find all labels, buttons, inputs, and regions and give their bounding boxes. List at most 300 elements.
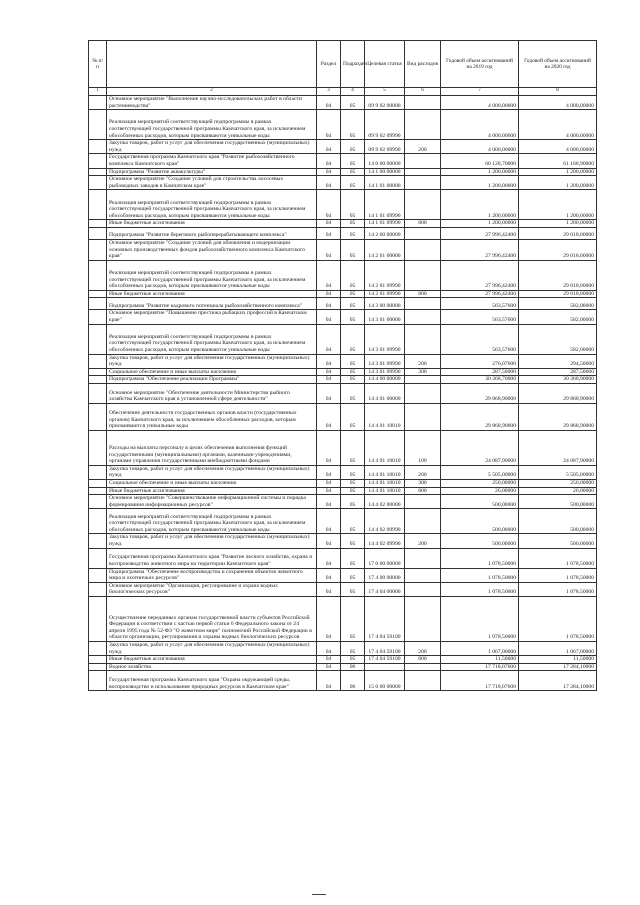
row-2019-cell: 1 078,50000	[441, 548, 519, 568]
table-row	[89, 671, 597, 691]
row-section-cell: 04	[317, 376, 341, 384]
row-name-cell: Основное мероприятие "Совершенствование информационной системы и порядка формирования информационных ресурсов"	[107, 495, 317, 509]
row-target-cell: 17 4 04 59100	[365, 656, 405, 664]
row-kind-cell: 800	[405, 487, 441, 495]
row-number-cell	[89, 239, 107, 260]
row-name-cell: Иные бюджетные ассигнования	[107, 656, 317, 664]
row-2019-cell: 500,00000	[441, 534, 519, 548]
row-2020-cell: 11,50000	[519, 656, 597, 664]
row-name-cell: Закупка товаров, работ и услуг для обеспечения государственных (муниципальных) нужд	[107, 354, 317, 368]
col-number: 3	[317, 88, 341, 96]
table-row	[89, 140, 597, 154]
row-name-cell: Основное мероприятие "Организация, регулирование и охрана водных биологических ресурсов"	[107, 582, 317, 596]
row-target-cell: 14 2 01 00000	[365, 239, 405, 260]
header-2019: Годовой объем ассигнований на 2019 год	[441, 41, 519, 88]
row-kind-cell	[405, 190, 441, 220]
row-section-cell: 04	[317, 239, 341, 260]
table-row	[89, 509, 597, 534]
row-subsection-cell: 05	[341, 403, 365, 430]
row-2020-cell: 1 200,00000	[519, 168, 597, 176]
row-kind-cell	[405, 324, 441, 354]
row-subsection-cell: 05	[341, 260, 365, 290]
header-subsection: Подраздел	[341, 41, 365, 88]
row-subsection-cell: 05	[341, 582, 365, 596]
row-subsection-cell: 05	[341, 568, 365, 582]
row-section-cell: 04	[317, 154, 341, 168]
header-name	[107, 41, 317, 88]
row-subsection-cell: 05	[341, 383, 365, 403]
row-2020-cell: 30 368,90000	[519, 376, 597, 384]
row-2019-cell: 60 128,70000	[441, 154, 519, 168]
row-subsection-cell: 05	[341, 368, 365, 376]
budget-table	[88, 40, 597, 691]
header-num: № п/п	[89, 41, 107, 88]
row-subsection-cell: 06	[341, 671, 365, 691]
row-2019-cell: 1 078,50000	[441, 597, 519, 642]
row-2019-cell: 27 996,42400	[441, 239, 519, 260]
row-2019-cell: 1 078,50000	[441, 568, 519, 582]
row-section-cell: 04	[317, 534, 341, 548]
row-number-cell	[89, 495, 107, 509]
row-number-cell	[89, 403, 107, 430]
row-subsection-cell: 05	[341, 310, 365, 324]
row-section-cell: 04	[317, 509, 341, 534]
col-number: 5	[365, 88, 405, 96]
row-2019-cell: 563,57600	[441, 310, 519, 324]
row-target-cell: 14 4 02 00000	[365, 495, 405, 509]
row-subsection-cell: 05	[341, 548, 365, 568]
row-number-cell	[89, 140, 107, 154]
row-name-cell: Иные бюджетные ассигнования	[107, 220, 317, 228]
table-row	[89, 190, 597, 220]
row-number-cell	[89, 110, 107, 140]
row-subsection-cell: 05	[341, 534, 365, 548]
row-number-cell	[89, 383, 107, 403]
row-name-cell: Реализация мероприятий соответствующей подпрограммы в рамках соответствующей государственной программы Камчатского края, за исключением обособленных расходов, которым присваиваются уникальные коды	[107, 324, 317, 354]
row-number-cell	[89, 597, 107, 642]
row-number-cell	[89, 227, 107, 239]
col-number: 2	[107, 88, 317, 96]
row-number-cell	[89, 642, 107, 656]
row-subsection-cell: 05	[341, 110, 365, 140]
row-number-cell	[89, 290, 107, 298]
row-number-cell	[89, 376, 107, 384]
row-target-cell: 09 9 02 00000	[365, 96, 405, 110]
row-target-cell: 14 4 02 09990	[365, 509, 405, 534]
row-section-cell: 04	[317, 383, 341, 403]
row-2020-cell: 29 018,00000	[519, 227, 597, 239]
table-row	[89, 383, 597, 403]
row-subsection-cell: 05	[341, 642, 365, 656]
row-name-cell: Реализация мероприятий соответствующей подпрограммы в рамках соответствующей государственной программы Камчатского края, за исключением обособленных расходов, которым присваиваются уникальные коды	[107, 509, 317, 534]
row-section-cell: 04	[317, 487, 341, 495]
col-number: 6	[405, 88, 441, 96]
row-target-cell: 14 4 01 10010	[365, 465, 405, 479]
row-kind-cell: 100	[405, 430, 441, 465]
row-section-cell: 04	[317, 548, 341, 568]
row-name-cell: Расходы на выплаты персоналу в целях обеспечения выполнения функций государственными (муниципальными) органами, казенными учреждениями, органами управления государственными внебюджетными фондами	[107, 430, 317, 465]
row-2020-cell: 1 078,50000	[519, 548, 597, 568]
row-2019-cell: 26,00000	[441, 487, 519, 495]
row-target-cell: 17 0 00 00000	[365, 548, 405, 568]
row-kind-cell	[405, 383, 441, 403]
row-2020-cell: 1 078,50000	[519, 582, 597, 596]
row-name-cell: Иные бюджетные ассигнования	[107, 290, 317, 298]
table-row	[89, 110, 597, 140]
row-2020-cell: 1 067,00000	[519, 642, 597, 656]
table-row	[89, 168, 597, 176]
header-target: Целевая статья	[365, 41, 405, 88]
row-2020-cell: 582,00000	[519, 310, 597, 324]
row-2020-cell: 29 018,00000	[519, 260, 597, 290]
row-name-cell: Иные бюджетные ассигнования	[107, 487, 317, 495]
row-target-cell: 14 3 01 09990	[365, 324, 405, 354]
row-number-cell	[89, 298, 107, 310]
row-kind-cell	[405, 671, 441, 691]
row-target-cell: 14 2 01 09990	[365, 260, 405, 290]
row-name-cell: Осуществление переданных органам государственной власти субъектов Российской Федерации в соответствии с частью первой статьи 6 Федерального закона от 24 апреля 1995 года № 52-ФЗ "О животном мире" полномочий Российской Федерации в области организации, регулирования и охраны водных биологических ресурсов	[107, 597, 317, 642]
row-kind-cell	[405, 168, 441, 176]
row-kind-cell: 300	[405, 480, 441, 488]
table-row	[89, 176, 597, 190]
row-2020-cell: 1 200,00000	[519, 220, 597, 228]
row-kind-cell	[405, 176, 441, 190]
row-subsection-cell: 05	[341, 190, 365, 220]
row-2019-cell: 24 087,90000	[441, 430, 519, 465]
row-2020-cell: 1 078,50000	[519, 568, 597, 582]
col-number: 4	[341, 88, 365, 96]
row-number-cell	[89, 663, 107, 671]
row-name-cell: Закупка товаров, работ и услуг для обеспечения государственных (муниципальных) нужд	[107, 534, 317, 548]
row-target-cell: 14 3 00 00000	[365, 298, 405, 310]
row-number-cell	[89, 176, 107, 190]
row-kind-cell: 800	[405, 220, 441, 228]
row-target-cell: 14 1 01 09990	[365, 220, 405, 228]
row-2020-cell: 17 284,10000	[519, 671, 597, 691]
row-section-cell: 04	[317, 310, 341, 324]
table-row	[89, 495, 597, 509]
table-row	[89, 403, 597, 430]
row-kind-cell: 200	[405, 354, 441, 368]
row-name-cell: Закупка товаров, работ и услуг для обеспечения государственных (муниципальных) нужд	[107, 465, 317, 479]
row-2019-cell: 17 718,07600	[441, 663, 519, 671]
row-target-cell: 14 4 01 10010	[365, 430, 405, 465]
row-subsection-cell: 05	[341, 298, 365, 310]
row-number-cell	[89, 368, 107, 376]
row-2020-cell: 4 000,00000	[519, 110, 597, 140]
row-2020-cell: 582,00000	[519, 324, 597, 354]
row-target-cell: 14 1 00 00000	[365, 168, 405, 176]
row-number-cell	[89, 220, 107, 228]
row-target-cell: 09 9 02 09990	[365, 110, 405, 140]
row-subsection-cell: 05	[341, 140, 365, 154]
table-row	[89, 597, 597, 642]
row-name-cell: Основное мероприятие "Создание условий для обновления и модернизации основных производственных фондов рыбохозяйственного комплекса Камчатского края"	[107, 239, 317, 260]
row-2019-cell: 287,50000	[441, 368, 519, 376]
row-target-cell: 17 4 00 00000	[365, 568, 405, 582]
row-section-cell: 04	[317, 430, 341, 465]
row-number-cell	[89, 480, 107, 488]
table-row	[89, 487, 597, 495]
row-name-cell: Основное мероприятие "Повышение престижа рыбацких профессий в Камчатском крае"	[107, 310, 317, 324]
row-target-cell: 09 9 02 09990	[365, 140, 405, 154]
table-row	[89, 656, 597, 664]
row-number-cell	[89, 154, 107, 168]
row-target-cell: 14 3 01 09990	[365, 354, 405, 368]
row-2020-cell: 17 284,10000	[519, 663, 597, 671]
table-row	[89, 239, 597, 260]
row-2019-cell: 27 996,42400	[441, 290, 519, 298]
row-kind-cell	[405, 403, 441, 430]
row-number-cell	[89, 656, 107, 664]
row-2019-cell: 250,00000	[441, 480, 519, 488]
row-2020-cell: 1 200,00000	[519, 190, 597, 220]
row-name-cell: Закупка товаров, работ и услуг для обеспечения государственных (муниципальных) нужд	[107, 140, 317, 154]
row-target-cell: 14 3 01 00000	[365, 310, 405, 324]
row-name-cell: Основное мероприятие "Выполнение научно-исследовательских работ в области растениеводства"	[107, 96, 317, 110]
row-number-cell	[89, 582, 107, 596]
row-section-cell: 04	[317, 568, 341, 582]
row-section-cell: 04	[317, 663, 341, 671]
table-row	[89, 260, 597, 290]
table-row	[89, 298, 597, 310]
row-name-cell: Социальное обеспечение и иные выплаты населению	[107, 368, 317, 376]
row-target-cell: 14 4 00 00000	[365, 376, 405, 384]
row-target-cell: 14 1 01 09990	[365, 190, 405, 220]
row-subsection-cell: 05	[341, 354, 365, 368]
row-2019-cell: 30 368,70000	[441, 376, 519, 384]
row-2019-cell: 17 718,07600	[441, 671, 519, 691]
row-section-cell: 04	[317, 290, 341, 298]
row-target-cell: 14 0 00 00000	[365, 154, 405, 168]
row-subsection-cell: 05	[341, 168, 365, 176]
table-row	[89, 310, 597, 324]
table-row	[89, 548, 597, 568]
table-row	[89, 220, 597, 228]
row-target-cell	[365, 663, 405, 671]
row-subsection-cell: 05	[341, 509, 365, 534]
row-kind-cell	[405, 310, 441, 324]
row-name-cell: Подпрограмма "Развитие берегового рыбоперерабатывающего комплекса"	[107, 227, 317, 239]
row-section-cell: 04	[317, 324, 341, 354]
table-row	[89, 96, 597, 110]
row-number-cell	[89, 354, 107, 368]
row-2019-cell: 1 200,00000	[441, 176, 519, 190]
row-2019-cell: 276,07600	[441, 354, 519, 368]
row-2019-cell: 1 200,00000	[441, 168, 519, 176]
row-name-cell: Подпрограмма "Обеспечение реализации Программы"	[107, 376, 317, 384]
row-2019-cell: 29 868,90000	[441, 383, 519, 403]
row-kind-cell: 800	[405, 290, 441, 298]
row-2019-cell: 4 000,00000	[441, 140, 519, 154]
header-row	[89, 41, 597, 88]
row-target-cell: 14 2 01 09990	[365, 290, 405, 298]
row-section-cell: 04	[317, 354, 341, 368]
row-kind-cell	[405, 96, 441, 110]
row-subsection-cell: 05	[341, 154, 365, 168]
row-2020-cell: 61 168,90000	[519, 154, 597, 168]
row-target-cell: 17 4 04 59100	[365, 597, 405, 642]
row-2019-cell: 4 000,00000	[441, 96, 519, 110]
table-row	[89, 154, 597, 168]
row-name-cell: Подпрограмма "Развитие аквакультуры"	[107, 168, 317, 176]
row-subsection-cell: 05	[341, 239, 365, 260]
table-row	[89, 582, 597, 596]
row-kind-cell: 200	[405, 140, 441, 154]
row-section-cell: 04	[317, 260, 341, 290]
row-2020-cell: 582,00000	[519, 298, 597, 310]
row-kind-cell: 300	[405, 368, 441, 376]
row-target-cell: 15 0 00 00000	[365, 671, 405, 691]
row-name-cell: Закупка товаров, работ и услуг для обеспечения государственных (муниципальных) нужд	[107, 642, 317, 656]
row-section-cell: 04	[317, 403, 341, 430]
row-subsection-cell: 05	[341, 227, 365, 239]
row-2020-cell: 250,00000	[519, 480, 597, 488]
row-number-cell	[89, 310, 107, 324]
header-2020: Годовой объем ассигнований на 2020 год	[519, 41, 597, 88]
row-number-cell	[89, 548, 107, 568]
row-2020-cell: 26,00000	[519, 487, 597, 495]
row-2020-cell: 500,00000	[519, 495, 597, 509]
row-name-cell: Подпрограмма "Развитие кадрового потенциала рыбохозяйственного комплекса"	[107, 298, 317, 310]
row-2019-cell: 27 996,42400	[441, 227, 519, 239]
row-section-cell: 04	[317, 597, 341, 642]
row-2020-cell: 29 868,90000	[519, 403, 597, 430]
row-subsection-cell: 05	[341, 465, 365, 479]
row-kind-cell	[405, 376, 441, 384]
row-section-cell: 04	[317, 642, 341, 656]
row-number-cell	[89, 568, 107, 582]
table-row	[89, 534, 597, 548]
row-number-cell	[89, 190, 107, 220]
row-target-cell: 14 2 00 00000	[365, 227, 405, 239]
col-number: 8	[519, 88, 597, 96]
row-name-cell: Реализация мероприятий соответствующей подпрограммы в рамках соответствующей государственной программы Камчатского края, за исключением обособленных расходов, которым присваиваются уникальные коды	[107, 190, 317, 220]
row-section-cell: 04	[317, 227, 341, 239]
row-subsection-cell: 06	[341, 663, 365, 671]
row-2020-cell: 24 087,90000	[519, 430, 597, 465]
row-section-cell: 04	[317, 656, 341, 664]
row-kind-cell	[405, 548, 441, 568]
row-section-cell: 04	[317, 190, 341, 220]
row-number-cell	[89, 487, 107, 495]
table-body	[89, 96, 597, 691]
row-subsection-cell: 05	[341, 290, 365, 298]
row-2020-cell: 29 868,90000	[519, 383, 597, 403]
row-2020-cell: 1 078,50000	[519, 597, 597, 642]
row-number-cell	[89, 324, 107, 354]
row-subsection-cell: 05	[341, 220, 365, 228]
row-2020-cell: 29 018,00000	[519, 290, 597, 298]
col-number: 1	[89, 88, 107, 96]
row-subsection-cell: 05	[341, 324, 365, 354]
row-subsection-cell: 05	[341, 597, 365, 642]
table-row	[89, 642, 597, 656]
row-2019-cell: 5 505,00000	[441, 465, 519, 479]
table-row	[89, 354, 597, 368]
row-subsection-cell: 05	[341, 495, 365, 509]
row-kind-cell	[405, 663, 441, 671]
row-kind-cell: 200	[405, 642, 441, 656]
row-2019-cell: 500,00000	[441, 509, 519, 534]
row-number-cell	[89, 260, 107, 290]
row-section-cell: 04	[317, 465, 341, 479]
row-section-cell: 04	[317, 368, 341, 376]
row-name-cell: Реализация мероприятий соответствующей подпрограммы в рамках соответствующей государственной программы Камчатского края, за исключением обособленных расходов, которым присваиваются уникальные коды	[107, 260, 317, 290]
row-2020-cell: 1 200,00000	[519, 176, 597, 190]
row-2019-cell: 27 996,42400	[441, 260, 519, 290]
row-section-cell: 04	[317, 495, 341, 509]
row-name-cell: Государственная программа Камчатского края "Охрана окружающей среды, воспроизводство и использование природных ресурсов в Камчатском крае"	[107, 671, 317, 691]
row-section-cell: 04	[317, 168, 341, 176]
row-target-cell: 14 3 01 09990	[365, 368, 405, 376]
table-row	[89, 227, 597, 239]
row-kind-cell	[405, 227, 441, 239]
row-target-cell: 14 4 01 00000	[365, 383, 405, 403]
row-kind-cell	[405, 509, 441, 534]
row-kind-cell: 200	[405, 465, 441, 479]
row-number-cell	[89, 430, 107, 465]
row-kind-cell: 200	[405, 534, 441, 548]
table-row	[89, 324, 597, 354]
header-kind: Вид расходов	[405, 41, 441, 88]
row-name-cell: Основное мероприятие "Обеспечение деятельности Министерства рыбного хозяйства Камчатского края в установленной сфере деятельности"	[107, 383, 317, 403]
row-kind-cell	[405, 154, 441, 168]
row-2019-cell: 1 200,00000	[441, 220, 519, 228]
row-kind-cell	[405, 582, 441, 596]
row-name-cell: Государственная программа Камчатского края "Развитие рыбохозяйственного комплекса Камчатского края"	[107, 154, 317, 168]
row-2019-cell: 563,57600	[441, 324, 519, 354]
row-2020-cell: 4 000,00000	[519, 140, 597, 154]
row-section-cell: 04	[317, 298, 341, 310]
row-kind-cell	[405, 110, 441, 140]
table-row	[89, 568, 597, 582]
row-target-cell: 17 4 04 00000	[365, 582, 405, 596]
table-row	[89, 663, 597, 671]
row-section-cell: 04	[317, 220, 341, 228]
row-number-cell	[89, 168, 107, 176]
row-kind-cell: 800	[405, 656, 441, 664]
row-number-cell	[89, 465, 107, 479]
row-2019-cell: 4 000,00000	[441, 110, 519, 140]
header-section: Раздел	[317, 41, 341, 88]
row-subsection-cell: 05	[341, 176, 365, 190]
row-section-cell: 04	[317, 96, 341, 110]
row-subsection-cell: 05	[341, 480, 365, 488]
row-2019-cell: 500,00000	[441, 495, 519, 509]
row-name-cell: Основное мероприятие "Создание условий для строительства лососевых рыбоводных заводов в Камчатском крае"	[107, 176, 317, 190]
row-kind-cell	[405, 260, 441, 290]
row-2019-cell: 29 868,90000	[441, 403, 519, 430]
row-section-cell: 04	[317, 110, 341, 140]
row-name-cell: Реализация мероприятий соответствующей подпрограммы в рамках соответствующей государственной программы Камчатского края, за исключением обособленных расходов, которым присваиваются уникальные коды	[107, 110, 317, 140]
row-kind-cell	[405, 495, 441, 509]
row-2020-cell: 287,50000	[519, 368, 597, 376]
row-kind-cell	[405, 597, 441, 642]
budget-table-sheet	[88, 40, 596, 691]
row-subsection-cell: 05	[341, 96, 365, 110]
row-number-cell	[89, 534, 107, 548]
table-row	[89, 368, 597, 376]
table-row	[89, 480, 597, 488]
row-subsection-cell: 05	[341, 487, 365, 495]
row-subsection-cell: 05	[341, 430, 365, 465]
row-target-cell: 14 1 01 00000	[365, 176, 405, 190]
row-name-cell: Водное хозяйство	[107, 663, 317, 671]
row-section-cell: 04	[317, 582, 341, 596]
row-2020-cell: 500,00000	[519, 509, 597, 534]
row-number-cell	[89, 509, 107, 534]
